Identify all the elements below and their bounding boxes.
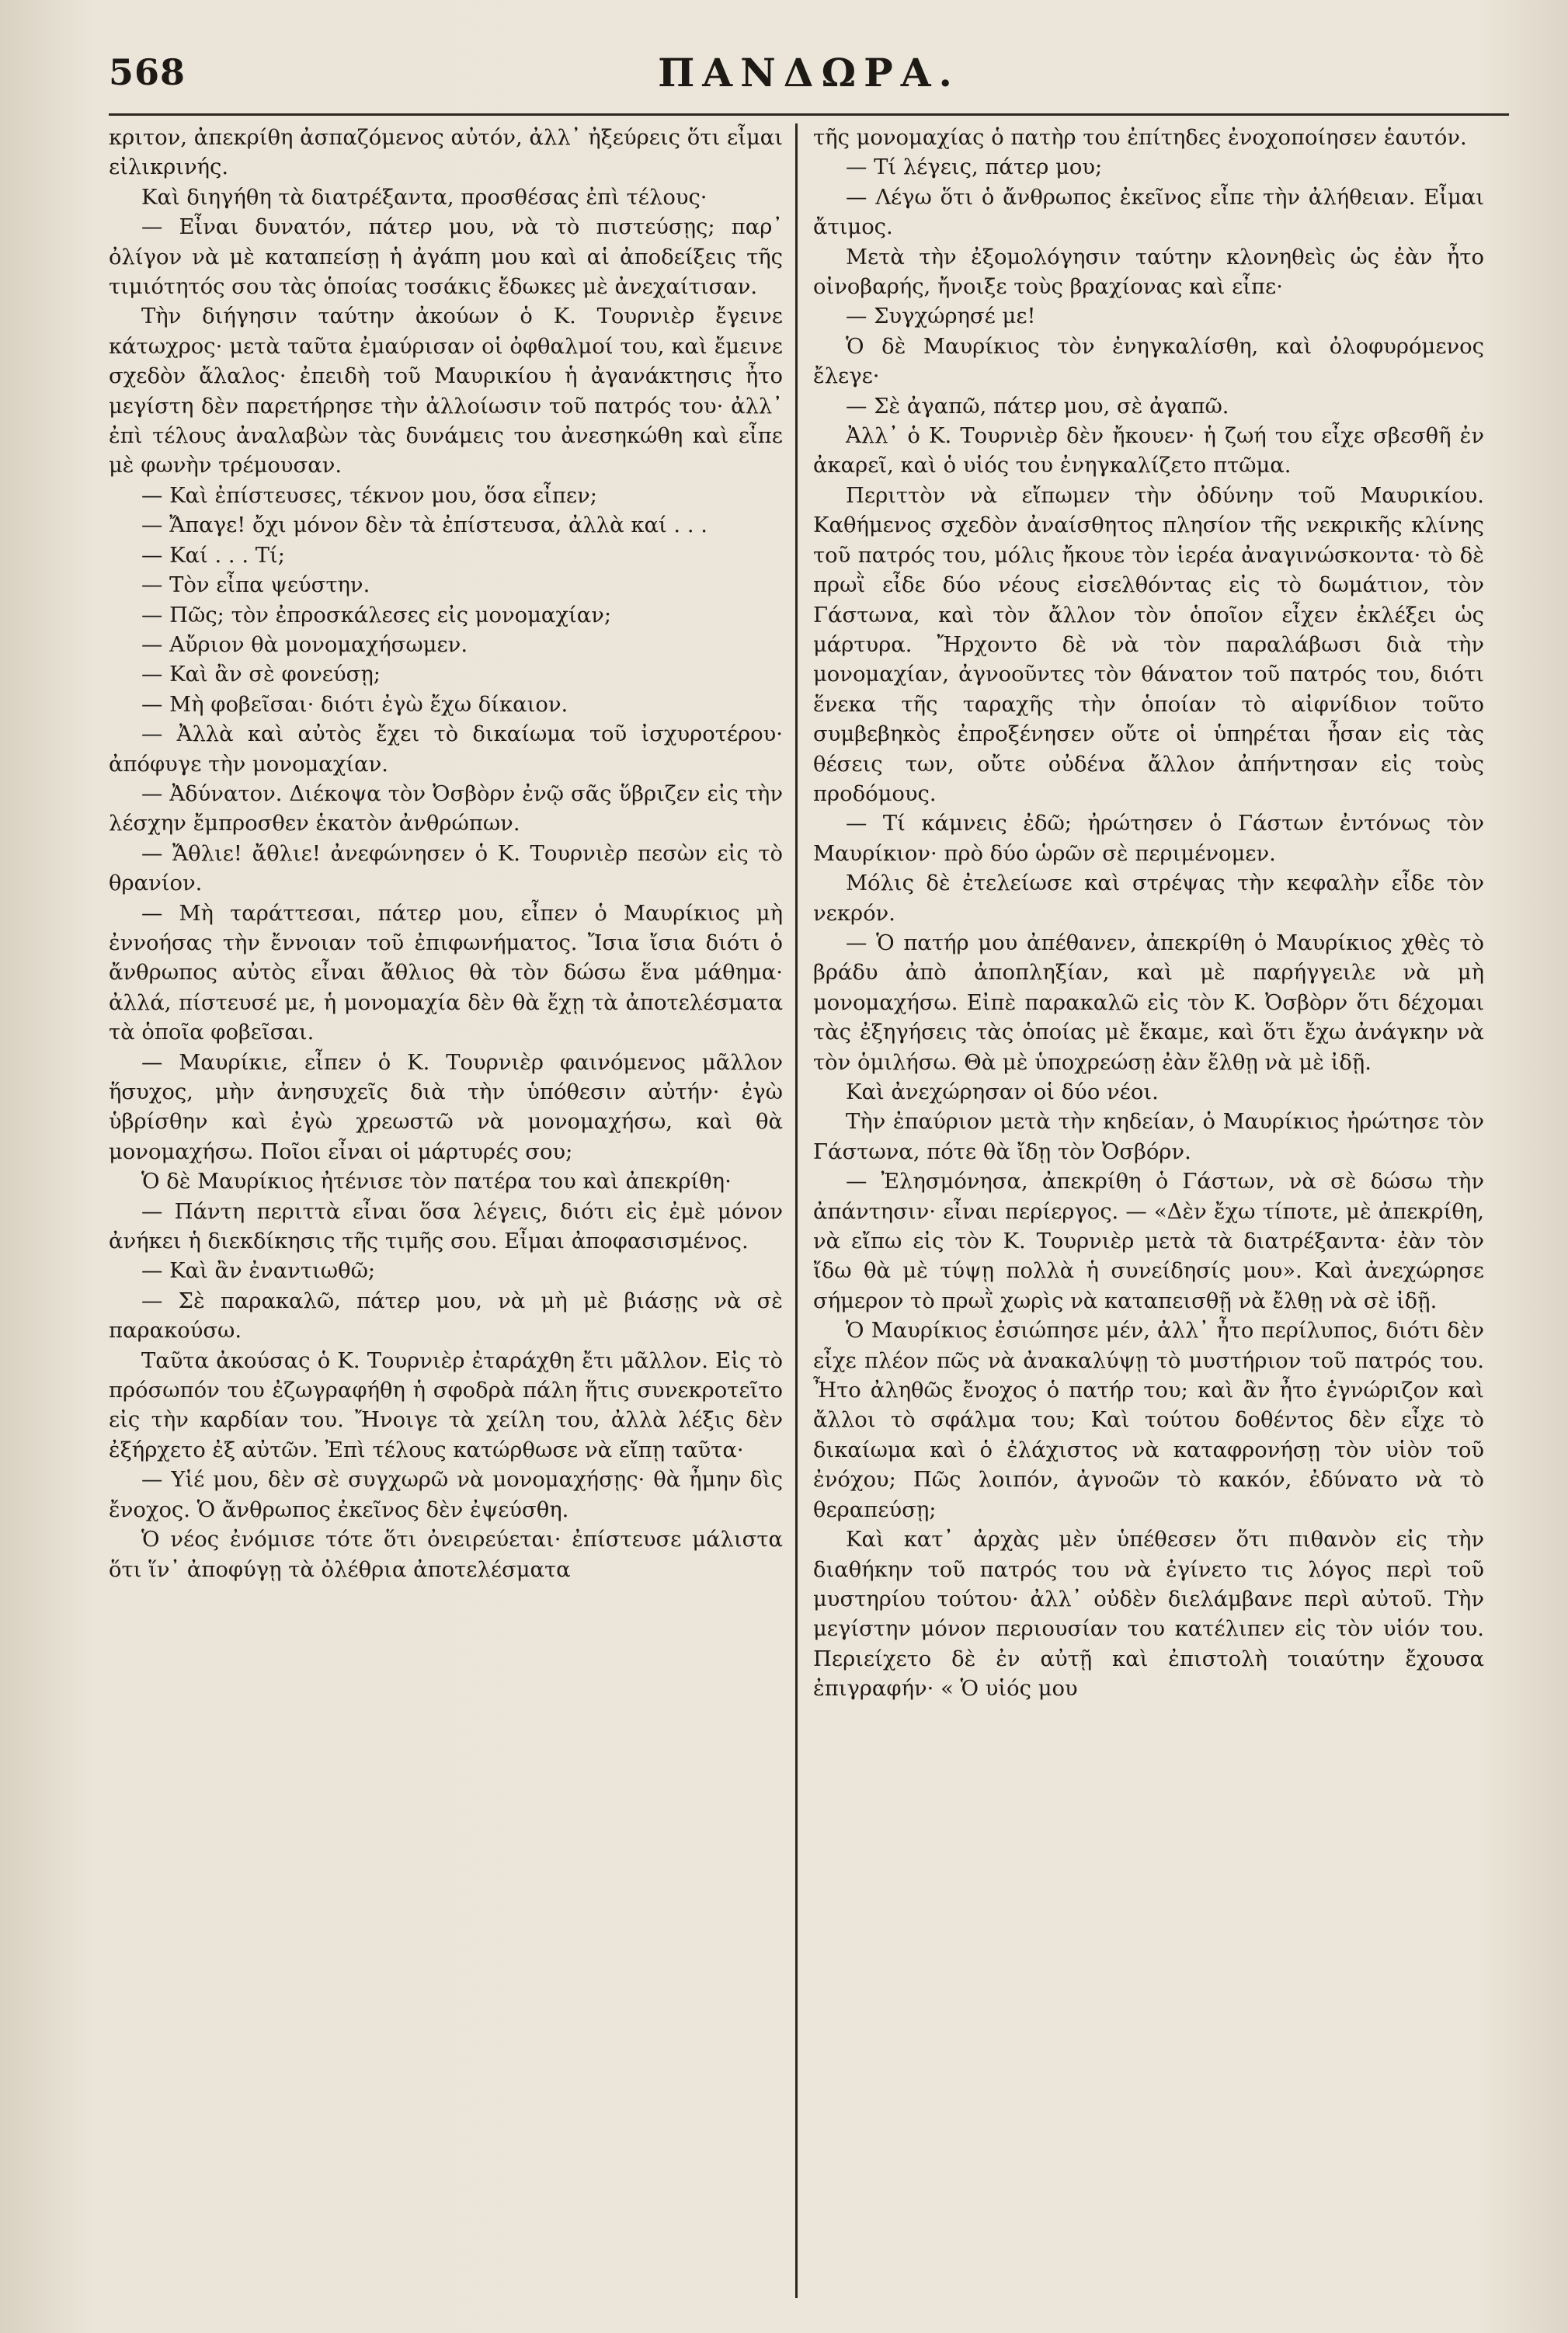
paragraph: Ταῦτα ἀκούσας ὁ Κ. Τουρνιὲρ ἐταράχθη ἔτι μᾶλλον. Εἰς τὸ πρόσωπόν του ἐζωγραφήθη ἡ σφοδρὰ πάλη ἥτις συνεκροτεῖτο εἰς τὴν καρδίαν του. Ἤνοιγε τὰ χείλη του, ἀλλὰ λέξις δὲν ἐξήρχετο ἐξ αὐτῶν. Ἐπὶ τέλους κατώρθωσε νὰ εἴπῃ ταῦτα· (109, 1348, 783, 1462)
paragraph: — Καὶ ἂν ἐναντιωθῶ; (141, 1259, 376, 1284)
paragraph: Καὶ διηγήθη τὰ διατρέξαντα, προσθέσας ἐπὶ τέλους· (141, 185, 708, 210)
page-number: 568 (109, 51, 186, 93)
paragraph: Μετὰ τὴν ἐξομολόγησιν ταύτην κλονηθεὶς ὡς ἐὰν ἦτο οἰνοβαρής, ἤνοιξε τοὺς βραχίονας καὶ εἶπε· (813, 245, 1484, 300)
paragraph: — Λέγω ὅτι ὁ ἄνθρωπος ἐκεῖνος εἶπε τὴν ἀλήθειαν. Εἶμαι ἄτιμος. (813, 185, 1484, 240)
paragraph: — Ἄθλιε! ἄθλιε! ἀνεφώνησεν ὁ Κ. Τουρνιὲρ πεσὼν εἰς τὸ θρανίον. (109, 841, 783, 896)
paragraph: — Πάντη περιττὰ εἶναι ὅσα λέγεις, διότι εἰς ἐμὲ μόνον ἀνήκει ἡ διεκδίκησις τῆς τιμῆς σου. Εἶμαι ἀποφασισμένος. (109, 1199, 783, 1254)
paragraph: — Τί κάμνεις ἐδῶ; ἠρώτησεν ὁ Γάστων ἐντόνως τὸν Μαυρίκιον· πρὸ δύο ὡρῶν σὲ περιμένομεν. (813, 812, 1484, 866)
paragraph: Περιττὸν νὰ εἴπωμεν τὴν ὀδύνην τοῦ Μαυρικίου. Καθήμενος σχεδὸν ἀναίσθητος πλησίον τῆς νεκρικῆς κλίνης τοῦ πατρός του, μόλις ἤκουε τὸν ἱερέα ἀναγινώσκοντα· τὸ δὲ πρωῒ εἶδε δύο νέους εἰσελθόντας εἰς τὸ δωμάτιον, τὸν Γάστωνα, καὶ τὸν ἄλλον τὸν ὁποῖον εἶχεν ἐκλέξει ὡς μάρτυρα. Ἤρχοντο δὲ νὰ τὸν παραλάβωσι διὰ τὴν μονομαχίαν, ἀγνοοῦντες τὸν θάνατον τοῦ πατρός του, διότι ἕνεκα τῆς ταραχῆς τὴν ὁποίαν τὸ αἰφνίδιον τοῦτο συμβεβηκὸς ἐπροξένησεν οὔτε οἱ ὑπηρέται ἦσαν εἰς τὰς θέσεις των, οὔτε οὐδένα ἄλλον ἀπήντησαν εἰς τοὺς προδόμους. (813, 483, 1484, 806)
paragraph: Τὴν ἐπαύριον μετὰ τὴν κηδείαν, ὁ Μαυρίκιος ἠρώτησε τὸν Γάστωνα, πότε θὰ ἴδῃ τὸν Ὀσβόρν. (813, 1110, 1484, 1164)
paragraph: — Πῶς; τὸν ἐπροσκάλεσες εἰς μονομαχίαν; (141, 603, 612, 628)
paragraph: — Ἀδύνατον. Διέκοψα τὸν Ὀσβὸρν ἐνῷ σᾶς ὕβριζεν εἰς τὴν λέσχην ἔμπροσθεν ἑκατὸν ἀνθρώπων. (109, 781, 783, 836)
paragraph: — Τὸν εἶπα ψεύστην. (141, 573, 370, 598)
text-columns (109, 123, 1509, 2298)
journal-title: ΠΑΝΔΩΡΑ. (658, 50, 960, 96)
paragraph: — Ὁ πατήρ μου ἀπέθανεν, ἀπεκρίθη ὁ Μαυρίκιος χθὲς τὸ βράδυ ἀπὸ ἀποπληξίαν, καὶ μὲ παρήγγειλε νὰ μὴ μονομαχήσω. Εἰπὲ παρακαλῶ εἰς τὸν Κ. Ὀσβὸρν ὅτι δέχομαι τὰς ἐξηγήσεις τὰς ὁποίας μὲ ἔκαμε, καὶ ὅτι ἔχω ἀνάγκην νὰ τὸν ὁμιλήσω. Θὰ μὲ ὑποχρεώσῃ ἐὰν ἔλθῃ νὰ μὲ ἰδῇ. (813, 930, 1484, 1075)
paragraph: τῆς μονομαχίας ὁ πατὴρ του ἐπίτηδες ἐνοχοποίησεν ἑαυτόν. (813, 126, 1467, 150)
paragraph: — Εἶναι δυνατόν, πάτερ μου, νὰ τὸ πιστεύσῃς; παρ᾽ ὀλίγον νὰ μὲ καταπείσῃ ἡ ἀγάπη μου καὶ αἱ ἀποδείξεις τῆς τιμιότητός σου τὰς ὁποίας τοσάκις ἔδωκες μὲ ἀνεχαίτισαν. (109, 215, 783, 300)
column-rule (795, 123, 798, 2298)
paragraph: — Σὲ ἀγαπῶ, πάτερ μου, σὲ ἀγαπῶ. (846, 394, 1229, 419)
paragraph: Ὁ δὲ Μαυρίκιος τὸν ἐνηγκαλίσθη, καὶ ὀλοφυρόμενος ἔλεγε· (813, 334, 1484, 389)
paragraph: Ὁ Μαυρίκιος ἐσιώπησε μέν, ἀλλ᾽ ἦτο περίλυπος, διότι δὲν εἶχε πλέον πῶς νὰ ἀνακαλύψῃ τὸ μυστήριον τοῦ πατρός του. Ἦτο ἀληθῶς ἔνοχος ὁ πατήρ του; καὶ ἂν ἦτο ἐγνώριζον καὶ ἄλλοι τὸ σφάλμα του; Καὶ τούτου δοθέντος δὲν εἶχε τὸ δικαίωμα καὶ ὁ ἐλάχιστος νὰ καταφρονήσῃ τὸν υἱὸν τοῦ ἐνόχου; Πῶς λοιπόν, ἀγνοῶν τὸ κακόν, ἐδύνατο νὰ τὸ θεραπεύσῃ; (813, 1319, 1484, 1522)
paragraph: — Ἄπαγε! ὄχι μόνον δὲν τὰ ἐπίστευσα, ἀλλὰ καί . . . (141, 513, 708, 538)
paragraph: — Μαυρίκιε, εἶπεν ὁ Κ. Τουρνιὲρ φαινόμενος μᾶλλον ἥσυχος, μὴν ἀνησυχεῖς διὰ τὴν ὑπόθεσιν αὐτήν· ἐγὼ ὑβρίσθην καὶ ἐγὼ χρεωστῶ νὰ μονομαχήσω, καὶ θὰ μονομαχήσω. Ποῖοι εἶναι οἱ μάρτυρές σου; (109, 1050, 783, 1164)
paragraph: — Τί λέγεις, πάτερ μου; (846, 155, 1103, 180)
paragraph: Καὶ κατ᾽ ἀρχὰς μὲν ὑπέθεσεν ὅτι πιθανὸν εἰς τὴν διαθήκην τοῦ πατρός του νὰ ἐγίνετο τις λόγος περὶ τοῦ μυστηρίου τούτου· ἀλλ᾽ οὐδὲν διελάμβανε περὶ αὐτοῦ. Τὴν μεγίστην μόνον περιουσίαν του κατέλιπεν εἰς τὸν υἱόν του. Περιείχετο δὲ ἐν αὐτῇ καὶ ἐπιστολὴ τοιαύτην ἔχουσα ἐπιγραφήν· « Ὁ υἱός μου (813, 1528, 1484, 1702)
right-column (799, 123, 1484, 2298)
paragraph: — Ἐλησμόνησα, ἀπεκρίθη ὁ Γάστων, νὰ σὲ δώσω τὴν ἀπάντησιν· εἶναι περίεργος. — «Δὲν ἔχω τίποτε, μὲ ἀπεκρίθη, νὰ εἴπω εἰς τὸν Κ. Τουρνιὲρ μετὰ τὰ διατρέξαντα· ἐὰν τὸν ἴδω θὰ μὲ τύψῃ πολλὰ ἡ συνείδησίς μου». Καὶ ἀνεχώρησε σήμερον τὸ πρωῒ χωρὶς νὰ καταπεισθῇ νὰ ἔλθῃ νὰ σὲ ἰδῇ. (813, 1170, 1484, 1313)
paragraph: κριτον, ἀπεκρίθη ἀσπαζόμενος αὐτόν, ἀλλ᾽ ἠξεύρεις ὅτι εἶμαι εἰλικρινής. (109, 126, 783, 180)
paragraph: — Σὲ παρακαλῶ, πάτερ μου, νὰ μὴ μὲ βιάσῃς νὰ σὲ παρακούσω. (109, 1288, 783, 1344)
paragraph: — Καὶ ἂν σὲ φονεύσῃ; (141, 662, 381, 687)
paragraph: — Καί . . . Τί; (141, 543, 285, 568)
running-head (109, 45, 1509, 116)
paragraph: Ἀλλ᾽ ὁ Κ. Τουρνιὲρ δὲν ἤκουεν· ἡ ζωή του εἶχε σβεσθῆ ἐν ἀκαρεῖ, καὶ ὁ υἱός του ἐνηγκαλίζετο πτῶμα. (813, 424, 1484, 478)
paragraph: Τὴν διήγησιν ταύτην ἀκούων ὁ Κ. Τουρνιὲρ ἔγεινε κάτωχρος· μετὰ ταῦτα ἐμαύρισαν οἱ ὀφθαλμοί του, καὶ ἔμεινε σχεδὸν ἄλαλος· ἐπειδὴ τοῦ Μαυρικίου ἡ ἀγανάκτησις ἦτο μεγίστη δὲν παρετήρησε τὴν ἀλλοίωσιν τοῦ πατρός του· ἀλλ᾽ ἐπὶ τέλους ἀναλαβὼν τὰς δυνάμεις του ἀνεσηκώθη καὶ εἶπε μὲ φωνὴν τρέμουσαν. (109, 304, 783, 478)
paragraph: Ὁ νέος ἐνόμισε τότε ὅτι ὀνειρεύεται· ἐπίστευσε μάλιστα ὅτι ἵν᾽ ἀποφύγῃ τὰ ὀλέθρια ἀποτελέσματα (109, 1528, 783, 1582)
left-column (109, 123, 794, 2298)
paragraph: — Μὴ φοβεῖσαι· διότι ἐγὼ ἔχω δίκαιον. (141, 692, 568, 717)
paragraph: Μόλις δὲ ἐτελείωσε καὶ στρέψας τὴν κεφαλὴν εἶδε τὸν νεκρόν. (813, 871, 1484, 926)
paragraph: Ὁ δὲ Μαυρίκιος ἠτένισε τὸν πατέρα του καὶ ἀπεκρίθη· (141, 1170, 732, 1194)
paragraph: — Ἀλλὰ καὶ αὐτὸς ἔχει τὸ δικαίωμα τοῦ ἰσχυροτέρου· ἀπόφυγε τὴν μονομαχίαν. (109, 722, 783, 777)
paragraph: Καὶ ἀνεχώρησαν οἱ δύο νέοι. (846, 1080, 1159, 1104)
paragraph: — Μὴ ταράττεσαι, πάτερ μου, εἶπεν ὁ Μαυρίκιος μὴ ἐννοήσας τὴν ἔννοιαν τοῦ ἐπιφωνήματος. Ἴσια ἴσια διότι ὁ ἄνθρωπος αὐτὸς εἶναι ἄθλιος θὰ τὸν δώσω ἕνα μάθημα· ἀλλά, πίστευσέ με, ἡ μονομαχία δὲν θὰ ἔχῃ τὰ ἀποτελέσματα τὰ ὁποῖα φοβεῖσαι. (109, 901, 783, 1045)
paragraph: — Συγχώρησέ με! (846, 304, 1036, 329)
paragraph: — Καὶ ἐπίστευσες, τέκνον μου, ὅσα εἶπεν; (141, 483, 597, 508)
paragraph: — Αὔριον θὰ μονομαχήσωμεν. (141, 632, 468, 657)
paragraph: — Υἱέ μου, δὲν σὲ συγχωρῶ νὰ μονομαχήσῃς· θὰ ἦμην δὶς ἔνοχος. Ὁ ἄνθρωπος ἐκεῖνος δὲν ἐψεύσθη. (109, 1468, 783, 1522)
